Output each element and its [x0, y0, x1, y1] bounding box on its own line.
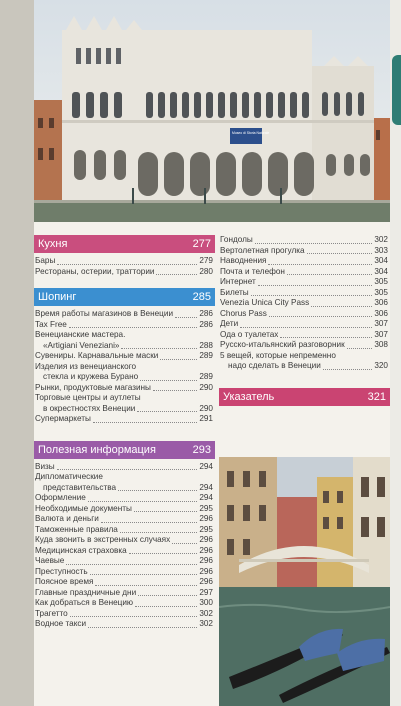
toc-entry[interactable]	[34, 525, 215, 536]
toc-left-column	[34, 235, 215, 630]
toc-entry-label: Валюта и деньги	[35, 514, 99, 523]
toc-entry-label-cont: представительства	[43, 482, 117, 492]
section-header-shopping[interactable]	[34, 288, 215, 306]
toc-entry-page: 320	[374, 361, 388, 370]
section-page-number: 321	[367, 390, 386, 403]
toc-entry-page: 290	[199, 382, 213, 392]
toc-entry-label: Чаевые	[35, 556, 65, 565]
toc-entry-label: Дипломатические	[35, 472, 103, 481]
toc-entry-page: 304	[374, 266, 388, 276]
toc-entry-page: 307	[374, 319, 388, 328]
toc-entry[interactable]	[219, 277, 390, 288]
toc-entry[interactable]	[34, 320, 215, 331]
toc-entry-label: Venezia Unica City Pass	[220, 298, 310, 307]
toc-entry[interactable]	[219, 319, 390, 330]
toc-entry-label: Таможенные правила	[35, 524, 118, 534]
toc-entry-page: 280	[199, 266, 213, 276]
toc-entry[interactable]	[34, 383, 215, 394]
toc-entry[interactable]	[34, 577, 215, 588]
toc-entry[interactable]	[34, 504, 215, 515]
toc-entry-label: Наводнения	[220, 256, 267, 265]
canal-photo	[219, 457, 390, 706]
toc-entry-label: Бары	[35, 256, 56, 265]
toc-entry[interactable]	[219, 340, 390, 351]
toc-entry-label: Билеты	[220, 287, 249, 297]
toc-entry[interactable]	[34, 514, 215, 525]
toc-entry-page: 302	[199, 619, 213, 628]
toc-entry[interactable]	[34, 556, 215, 567]
palace-photo	[34, 0, 390, 222]
toc-entry-page: 296	[199, 556, 213, 565]
toc-entry[interactable]	[219, 298, 390, 309]
toc-entry-page: 286	[199, 319, 213, 329]
toc-entry[interactable]	[219, 309, 390, 320]
toc-entry[interactable]	[34, 256, 215, 267]
toc-entry-label: Вертолетная прогулка	[220, 245, 305, 255]
toc-entry-line1[interactable]	[34, 362, 215, 373]
toc-entry-page: 304	[374, 256, 388, 265]
toc-entry-label: Почта и телефон	[220, 266, 285, 276]
toc-entry-page: 295	[199, 503, 213, 513]
toc-entry[interactable]	[34, 483, 215, 494]
toc-entry-label: Водное такси	[35, 619, 87, 628]
toc-entry-page: 302	[374, 235, 388, 244]
toc-entry[interactable]	[34, 598, 215, 609]
section-title: Полезная информация	[38, 443, 156, 456]
toc-entry-page: 296	[199, 577, 213, 586]
toc-entry-label: Рынки, продуктовые магазины	[35, 382, 151, 392]
toc-entry[interactable]	[34, 341, 215, 352]
toc-entry[interactable]	[219, 361, 390, 372]
toc-entry-page: 296	[199, 545, 213, 555]
toc-entry-page: 294	[199, 482, 213, 492]
toc-entry-page: 306	[374, 298, 388, 307]
toc-entry[interactable]	[34, 462, 215, 473]
toc-entry[interactable]	[34, 493, 215, 504]
section-title: Указатель	[223, 390, 275, 403]
toc-entry-page: 291	[199, 414, 213, 423]
toc-entry-page: 295	[199, 524, 213, 534]
toc-entry-label: 5 вещей, которые непременно	[220, 350, 336, 360]
toc-entry[interactable]	[34, 619, 215, 630]
toc-entry-label: Tax Free	[35, 319, 67, 329]
toc-entry-label: Гондолы	[220, 235, 253, 244]
toc-entry-page: 290	[199, 403, 213, 413]
toc-entry-page: 279	[199, 256, 213, 265]
toc-entry-label: Оформление	[35, 493, 86, 502]
toc-entry-label: Ода о туалетах	[220, 329, 279, 339]
toc-entry[interactable]	[219, 330, 390, 341]
toc-entry-label-cont: стекла и кружева Бурано	[43, 372, 139, 381]
toc-entry-label: Главные праздничные дни	[35, 587, 137, 597]
section-page-number: 293	[192, 443, 211, 456]
next-page-edge	[390, 0, 401, 706]
toc-entry-page: 306	[374, 308, 388, 318]
toc-entry-page: 296	[199, 566, 213, 576]
toc-entry-label: Русско-итальянский разговорник	[220, 340, 345, 349]
toc-entry-page: 296	[199, 535, 213, 544]
toc-entry-label: Поясное время	[35, 577, 94, 586]
museum-sign-text: Museo di Storia Naturale	[232, 131, 270, 135]
toc-entry-label: Интернет	[220, 277, 256, 286]
toc-entry[interactable]	[34, 309, 215, 320]
toc-entry[interactable]	[219, 246, 390, 257]
toc-entry-label: Как добраться в Венецию	[35, 598, 134, 607]
section-title: Шопинг	[38, 291, 77, 303]
toc-entry[interactable]	[34, 609, 215, 620]
toc-entry-page: 294	[199, 493, 213, 502]
toc-entry-label-cont: в окрестностях Венеции	[43, 403, 136, 413]
toc-entry[interactable]	[34, 351, 215, 362]
section-page-number: 285	[192, 291, 211, 303]
section-title: Кухня	[38, 238, 68, 250]
toc-entry[interactable]	[34, 267, 215, 278]
toc-entry-label: Супермаркеты	[35, 414, 91, 423]
toc-entry[interactable]	[34, 372, 215, 383]
toc-entry-page: 294	[199, 461, 213, 471]
toc-entry-page: 305	[374, 287, 388, 297]
toc-entry[interactable]	[34, 414, 215, 425]
section-page-number: 277	[192, 238, 211, 250]
page-edge-tab	[392, 55, 401, 125]
toc-entry-label-cont: надо сделать в Венеции	[228, 361, 321, 370]
toc-entry-page: 288	[199, 340, 213, 350]
toc-entry-label: Трагетто	[35, 608, 68, 618]
toc-entry-line1[interactable]	[219, 351, 390, 362]
toc-entry-label: Куда звонить в экстренных случаях	[35, 535, 171, 544]
toc-entry-page: 286	[199, 309, 213, 318]
toc-entry-label: Chorus Pass	[220, 308, 267, 318]
toc-entry-label: Дети	[220, 319, 239, 328]
toc-entry-page: 289	[199, 351, 213, 360]
toc-entry-label: Рестораны, остерии, траттории	[35, 266, 155, 276]
toc-entry-label: Необходимые документы	[35, 503, 132, 513]
toc-entry-page: 303	[374, 245, 388, 255]
toc-entry[interactable]	[34, 567, 215, 578]
toc-entry-label: Медицинская страховка	[35, 545, 127, 555]
toc-entry-line1[interactable]	[34, 472, 215, 483]
toc-entry-page: 289	[199, 372, 213, 381]
book-page	[34, 0, 390, 706]
toc-entry-page: 305	[374, 277, 388, 286]
toc-entry[interactable]	[34, 546, 215, 557]
toc-entry[interactable]	[219, 267, 390, 278]
toc-entry-label: Торговые центры и аутлеты	[35, 393, 141, 402]
section-header-kitchen[interactable]	[34, 235, 215, 253]
toc-entry-page: 296	[199, 514, 213, 523]
toc-entry-label: Время работы магазинов в Венеции	[35, 309, 174, 318]
toc-entry-label: Изделия из венецианского	[35, 361, 137, 371]
toc-entry[interactable]	[34, 535, 215, 546]
toc-entry[interactable]	[219, 235, 390, 246]
toc-entry-line1[interactable]	[34, 393, 215, 404]
toc-entry-label: Визы	[35, 461, 55, 471]
toc-entry-line1[interactable]	[34, 330, 215, 341]
toc-entry-page: 302	[199, 608, 213, 618]
toc-entry-page: 297	[199, 587, 213, 597]
toc-entry-label-cont: «Artigiani Veneziani»	[43, 340, 120, 350]
toc-entry-label: Сувениры. Карнавальные маски	[35, 351, 159, 360]
toc-entry[interactable]	[34, 588, 215, 599]
toc-entry[interactable]	[219, 288, 390, 299]
section-header-useful-info[interactable]	[34, 441, 215, 459]
toc-entry[interactable]	[34, 404, 215, 415]
toc-entry[interactable]	[219, 256, 390, 267]
toc-entry-page: 300	[199, 598, 213, 607]
toc-entry-label: Венецианские мастера.	[35, 330, 126, 339]
section-header-index[interactable]	[219, 388, 390, 406]
toc-entry-label: Преступность	[35, 566, 88, 576]
toc-entry-page: 308	[374, 340, 388, 349]
toc-entry-page: 307	[374, 329, 388, 339]
toc-right-column	[219, 235, 390, 409]
